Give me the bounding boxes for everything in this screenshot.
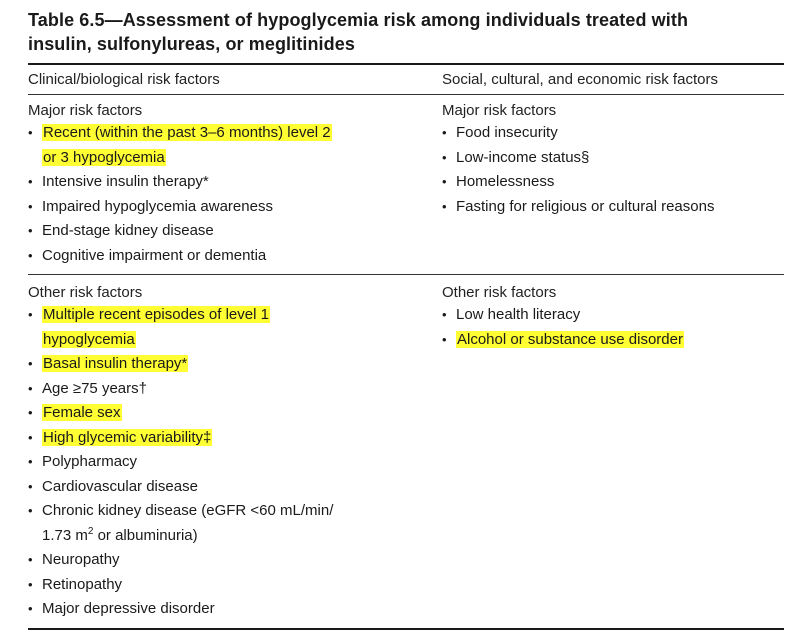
major-social-column (442, 101, 784, 219)
bullet-icon: • (28, 223, 33, 238)
list-item (28, 121, 428, 146)
other-social-heading: Other risk factors (442, 284, 557, 301)
major-clinical-heading: Major risk factors (28, 102, 143, 119)
list-item-text: Polypharmacy (42, 453, 138, 470)
list-item-text: Basal insulin therapy* (43, 355, 188, 372)
list-item (28, 195, 428, 220)
table-title (28, 0, 784, 56)
list-item-text: or 3 hypoglycemia (43, 148, 165, 166)
major-social-list (442, 121, 784, 219)
list-item-text: Recent (within the past 3–6 months) level 2 (43, 124, 331, 141)
bullet-icon: • (28, 356, 33, 371)
table-title-line-2: insulin, sulfonylureas, or meglitinides (28, 34, 355, 54)
list-item-text: Fasting for religious or cultural reasons (456, 197, 715, 215)
other-clinical-column (28, 283, 428, 622)
bottom-rule (28, 628, 784, 630)
list-item-text: Low health literacy (456, 306, 581, 323)
major-social-heading: Major risk factors (442, 102, 557, 119)
bullet-icon: • (28, 478, 33, 494)
bullet-icon: • (442, 331, 447, 347)
bullet-icon: • (442, 149, 447, 165)
list-item (442, 121, 784, 146)
list-item (28, 499, 428, 524)
bullet-icon: • (28, 552, 33, 567)
list-item (28, 597, 428, 622)
list-item-text: Chronic kidney disease (eGFR <60 mL/min/ (42, 502, 334, 519)
list-item-text: Female sex (43, 404, 121, 421)
list-item-text: Impaired hypoglycemia awareness (42, 197, 273, 215)
col-header-clinical: Clinical/biological risk factors (28, 71, 220, 88)
top-rule (28, 63, 784, 65)
bullet-icon: • (28, 307, 33, 322)
other-social-list (442, 303, 784, 352)
other-clinical-list (28, 303, 428, 622)
major-clinical-column (28, 101, 428, 268)
list-item (28, 377, 428, 402)
bullet-icon: • (28, 174, 33, 189)
header-rule (28, 94, 784, 95)
list-item (28, 328, 428, 353)
list-item (28, 450, 428, 475)
list-item-text: Major depressive disorder (42, 600, 215, 617)
bullet-icon: • (28, 247, 33, 263)
list-item-text: hypoglycemia (43, 330, 135, 348)
superscript: 2 (87, 525, 94, 537)
bullet-icon: • (28, 429, 33, 445)
list-item (28, 146, 428, 171)
list-item (442, 146, 784, 171)
list-item (28, 548, 428, 573)
list-item-text: 1.73 m (42, 526, 88, 544)
list-item-text-tail: or albuminuria) (93, 526, 198, 544)
bullet-icon: • (442, 307, 447, 322)
section-divider (28, 274, 784, 275)
list-item-text: Food insecurity (456, 124, 558, 141)
bullet-icon: • (28, 125, 33, 140)
list-item-text: Multiple recent episodes of level 1 (43, 306, 269, 323)
bullet-icon: • (28, 601, 33, 616)
bullet-icon: • (28, 405, 33, 420)
list-item-text: Cardiovascular disease (42, 477, 198, 495)
bullet-icon: • (28, 198, 33, 214)
list-item (28, 573, 428, 598)
table-title-line-1: Table 6.5—Assessment of hypoglycemia risk among individuals treated with (28, 10, 689, 30)
list-item (28, 170, 428, 195)
list-item-text: Low-income status§ (456, 148, 590, 166)
list-item (442, 170, 784, 195)
list-item (28, 524, 428, 549)
list-item-text: High glycemic variability‡ (43, 428, 212, 446)
list-item (442, 303, 784, 328)
list-item-text: Neuropathy (42, 551, 120, 568)
bullet-icon: • (28, 503, 33, 518)
list-item-text: Homelessness (456, 173, 555, 190)
col-header-social: Social, cultural, and economic risk factors (442, 71, 718, 88)
list-item-text: Cognitive impairment or dementia (42, 246, 267, 264)
list-item (28, 352, 428, 377)
bullet-icon: • (28, 380, 33, 396)
major-clinical-list (28, 121, 428, 268)
list-item (28, 219, 428, 244)
list-item (28, 475, 428, 500)
list-item-text: Age ≥75 years† (42, 379, 147, 397)
list-item (442, 328, 784, 353)
list-item (442, 195, 784, 220)
list-item-text: Retinopathy (42, 575, 123, 593)
bullet-icon: • (28, 576, 33, 592)
bullet-icon: • (442, 198, 447, 214)
list-item (28, 426, 428, 451)
bullet-icon: • (442, 174, 447, 189)
list-item (28, 303, 428, 328)
list-item (28, 401, 428, 426)
other-clinical-heading: Other risk factors (28, 284, 143, 301)
list-item-text: End-stage kidney disease (42, 222, 214, 239)
list-item-text: Intensive insulin therapy* (42, 173, 209, 190)
bullet-icon: • (442, 125, 447, 140)
bullet-icon: • (28, 454, 33, 469)
hypoglycemia-risk-table (28, 0, 784, 638)
list-item (28, 244, 428, 269)
other-social-column (442, 283, 784, 352)
list-item-text: Alcohol or substance use disorder (457, 330, 683, 348)
